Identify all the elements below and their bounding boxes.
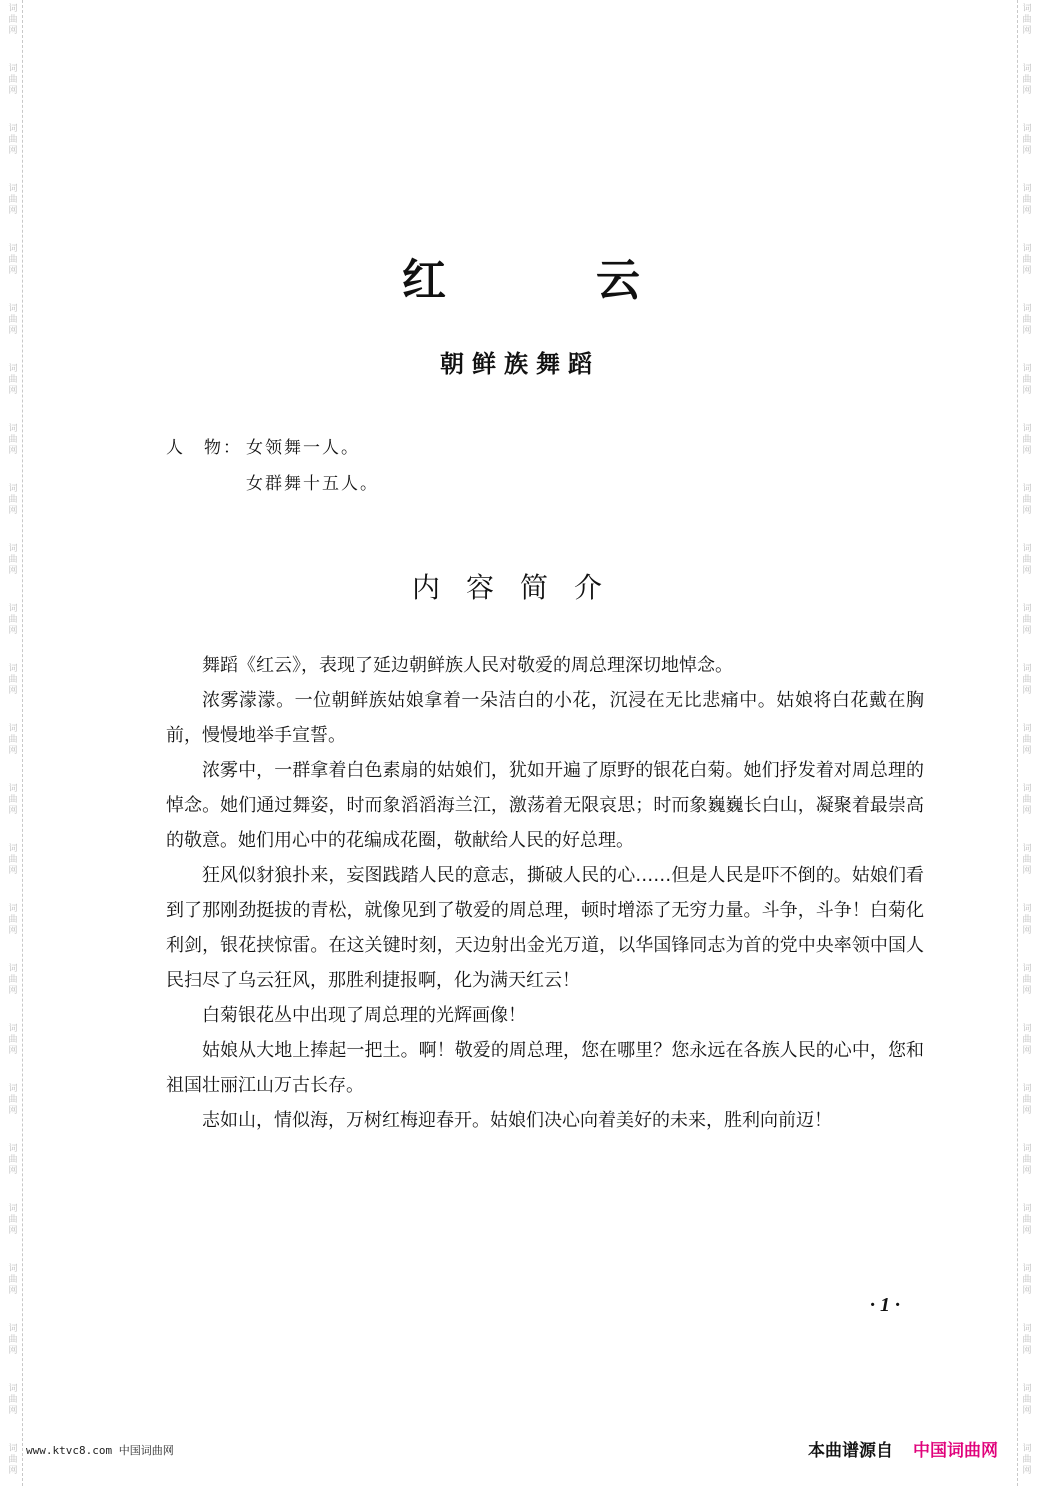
- side-watermark-text: 词曲网: [8, 124, 18, 156]
- side-watermark-text: 词曲网: [1022, 1444, 1032, 1476]
- title-char-1: 红: [402, 255, 450, 306]
- cast-list: [166, 430, 379, 502]
- side-watermark-text: 词曲网: [1022, 784, 1032, 816]
- side-watermark-text: 词曲网: [1022, 664, 1032, 696]
- side-watermark-text: 词曲网: [8, 184, 18, 216]
- side-watermark-text: 词曲网: [8, 1384, 18, 1416]
- side-watermark-text: 词曲网: [8, 304, 18, 336]
- side-watermark-text: 词曲网: [8, 544, 18, 576]
- synopsis-body: [166, 648, 924, 1138]
- paragraph-5: 白菊银花丛中出现了周总理的光辉画像！: [202, 1005, 526, 1026]
- side-watermark-text: 词曲网: [1022, 244, 1032, 276]
- side-watermark-text: 词曲网: [8, 1204, 18, 1236]
- paragraph-7: 志如山，情似海，万树红梅迎春开。姑娘们决心向着美好的未来，胜利向前迈！: [202, 1110, 832, 1131]
- cast-lead: 女领舞一人。: [246, 438, 360, 458]
- side-watermark-text: 词曲网: [8, 604, 18, 636]
- paragraph-4: 狂风似豺狼扑来，妄图践踏人民的意志，撕破人民的心……但是人民是吓不倒的。姑娘们看到了那刚劲挺拔的青松，就像见到了敬爱的周总理，顿时增添了无穷力量。斗争，斗争！白菊化利剑，银花挟惊雷。在这关键时刻，天边射出金光万道，以华国锋同志为首的党中央率领中国人民扫尽了乌云狂风，那胜利捷报啊，化为满天红云！: [166, 865, 924, 991]
- side-watermark-text: 词曲网: [8, 4, 18, 36]
- page-subtitle: 朝鲜族舞蹈: [440, 350, 600, 378]
- side-watermark-text: 词曲网: [1022, 904, 1032, 936]
- side-watermark-text: 词曲网: [1022, 364, 1032, 396]
- side-watermark-text: 词曲网: [8, 1444, 18, 1476]
- paragraph-2: 浓雾濛濛。一位朝鲜族姑娘拿着一朵洁白的小花，沉浸在无比悲痛中。姑娘将白花戴在胸前，慢慢地举手宣誓。: [166, 690, 924, 746]
- side-watermark-text: 词曲网: [1022, 1324, 1032, 1356]
- side-watermark-text: 词曲网: [8, 64, 18, 96]
- page-number: · 1 ·: [870, 1294, 900, 1316]
- side-watermark-text: 词曲网: [1022, 124, 1032, 156]
- paragraph-3: 浓雾中，一群拿着白色素扇的姑娘们，犹如开遍了原野的银花白菊。她们抒发着对周总理的悼念。她们通过舞姿，时而象滔滔海兰江，激荡着无限哀思；时而象巍巍长白山，凝聚着最崇高的敬意。她们用心中的花编成花圈，敬献给人民的好总理。: [166, 760, 924, 851]
- side-watermark-text: 词曲网: [1022, 424, 1032, 456]
- side-watermark-text: 词曲网: [8, 664, 18, 696]
- side-watermark-text: 词曲网: [1022, 1204, 1032, 1236]
- side-watermark-text: 词曲网: [1022, 544, 1032, 576]
- footer-site: www.ktvc8.com 中国词曲网: [26, 1444, 174, 1457]
- side-watermark-text: 词曲网: [8, 904, 18, 936]
- side-watermark-text: 词曲网: [8, 484, 18, 516]
- cast-row-2: [166, 466, 379, 502]
- side-watermark-text: 词曲网: [8, 784, 18, 816]
- side-watermark-text: 词曲网: [8, 724, 18, 756]
- side-watermark-text: 词曲网: [1022, 484, 1032, 516]
- footer-brand: 中国词曲网: [913, 1441, 998, 1461]
- side-watermark-text: 词曲网: [1022, 184, 1032, 216]
- side-watermark-text: 词曲网: [1022, 64, 1032, 96]
- cast-row-1: [166, 430, 379, 466]
- side-watermark-text: 词曲网: [1022, 1084, 1032, 1116]
- side-watermark-text: 词曲网: [1022, 724, 1032, 756]
- side-watermark-text: 词曲网: [1022, 604, 1032, 636]
- side-watermark-text: 词曲网: [8, 1024, 18, 1056]
- paragraph-1: 舞蹈《红云》，表现了延边朝鲜族人民对敬爱的周总理深切地悼念。: [202, 655, 733, 676]
- side-watermark-text: 词曲网: [8, 844, 18, 876]
- side-watermark-text: 词曲网: [8, 244, 18, 276]
- side-watermark-text: 词曲网: [8, 424, 18, 456]
- side-watermark-text: 词曲网: [8, 1264, 18, 1296]
- side-watermark-text: 词曲网: [8, 1144, 18, 1176]
- side-watermark-text: 词曲网: [1022, 844, 1032, 876]
- side-watermark-text: 词曲网: [1022, 964, 1032, 996]
- side-watermark-text: 词曲网: [1022, 1144, 1032, 1176]
- side-watermark-text: 词曲网: [1022, 304, 1032, 336]
- side-watermark-text: 词曲网: [1022, 1384, 1032, 1416]
- cast-label: 人 物：: [166, 438, 242, 458]
- side-watermark-text: 词曲网: [8, 364, 18, 396]
- side-watermark-text: 词曲网: [1022, 4, 1032, 36]
- cast-group: 女群舞十五人。: [246, 474, 379, 494]
- title-char-2: 云: [596, 255, 644, 306]
- section-heading: 内容简介: [411, 571, 628, 604]
- side-watermark-text: 词曲网: [1022, 1264, 1032, 1296]
- side-watermark-text: 词曲网: [8, 1084, 18, 1116]
- side-watermark-text: 词曲网: [8, 964, 18, 996]
- footer-source: [808, 1436, 998, 1461]
- footer-source-label: 本曲谱源自: [808, 1441, 893, 1461]
- side-watermark-text: 词曲网: [8, 1324, 18, 1356]
- paragraph-6: 姑娘从大地上捧起一把土。啊！敬爱的周总理，您在哪里？您永远在各族人民的心中，您和祖国壮丽江山万古长存。: [166, 1040, 924, 1096]
- side-watermark-text: 词曲网: [1022, 1024, 1032, 1056]
